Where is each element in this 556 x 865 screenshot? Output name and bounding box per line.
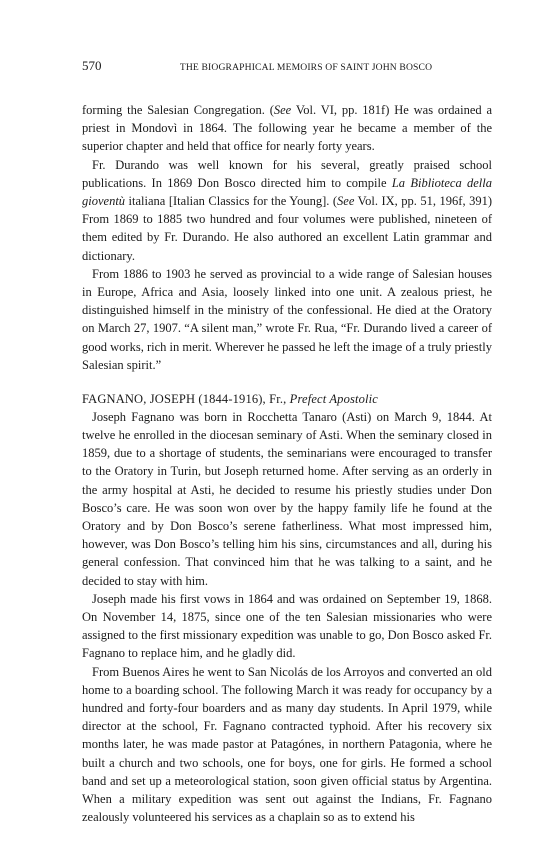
body-text	[82, 101, 492, 826]
paragraph-durando-provincial: From 1886 to 1903 he served as provincial to a wide range of Salesian houses in Europe, Africa and Asia, loosely linked into one unit. A zealous priest, he distinguished himself in the ministry of the confessional. He died at the Oratory on March 27, 1907. “A silent man,” wrote Fr. Rua, “Fr. Durando lived a career of good works, rich in merit. Wherever he passed he left the image of a truly priestly Salesian spirit.”	[82, 266, 492, 372]
paragraph-durando-ordination: forming the Salesian Congregation. (See Vol. VI, pp. 181f) He was ordained a priest in Mondovì in 1864. The following year he became a member of the superior chapter and held that office for nearly forty years.	[82, 103, 492, 154]
running-head	[82, 58, 492, 78]
see-reference: See	[337, 194, 355, 209]
paragraph-fagnano-early-life: Joseph Fagnano was born in Rocchetta Tanaro (Asti) on March 9, 1844. At twelve he enrolled in the diocesan seminary of Asti. When the seminary closed in 1859, due to a shortage of students, the seminarians were encouraged to transfer to the Oratory in Turin, but Joseph returned home. After serving as an orderly in the army hospital at Asti, he decided to resume his priestly studies under Don Bosco’s care. He was soon won over by the happy family life he found at the Oratory and by Don Bosco’s serene fatherliness. What most impressed him, however, was Don Bosco’s telling him his sins, circumstances and all, during his general confession. That convinced him that he was talking to a saint, and he decided to stay with him.	[82, 409, 492, 588]
book-page	[82, 58, 492, 826]
entry-heading-fagnano: FAGNANO, JOSEPH (1844-1916), Fr., Prefect Apostolic	[82, 391, 378, 406]
paragraph-durando-publications: Fr. Durando was well known for his several, greatly praised school publications. In 1869 Don Bosco directed him to compile La Biblioteca della gioventù italiana [Italian Classics for the Young]. (See Vol. IX, pp. 51, 196f, 391) From 1869 to 1885 two hundred and four volumes were published, nineteen of them edited by Fr. Durando. He also authored an excellent Latin grammar and dictionary.	[82, 157, 492, 263]
entry-role: Prefect Apostolic	[289, 391, 378, 406]
paragraph-fagnano-missions: From Buenos Aires he went to San Nicolás de los Arroyos and converted an old home to a boarding school. The following March it was ready for occupancy by a hundred and forty-four boarders and as many day students. In April 1979, while director at the school, Fr. Fagnano contracted typhoid. After his recovery six months later, he was made pastor at Patagónes, in northern Patagonia, where he built a church and two schools, one for boys, one for girls. He formed a school band and set up a meteorological station, soon given official status by Argentina. When a military expedition was sent out against the Indians, Fr. Fagnano zealously volunteered his services as a chaplain so as to extend his	[82, 664, 492, 825]
see-reference: See	[273, 103, 292, 117]
page-number: 570	[82, 58, 102, 73]
paragraph-fagnano-vows: Joseph made his first vows in 1864 and was ordained on September 19, 1868. On November 14, 1875, since one of the ten Salesian missionaries who were assigned to the first missionary expedition was unable to go, Don Bosco asked Fr. Fagnano to replace him, and he gladly did.	[82, 591, 492, 661]
running-title: THE BIOGRAPHICAL MEMOIRS OF SAINT JOHN BOSCO	[179, 62, 433, 73]
book-title: La Biblioteca della gioventù	[82, 175, 492, 209]
